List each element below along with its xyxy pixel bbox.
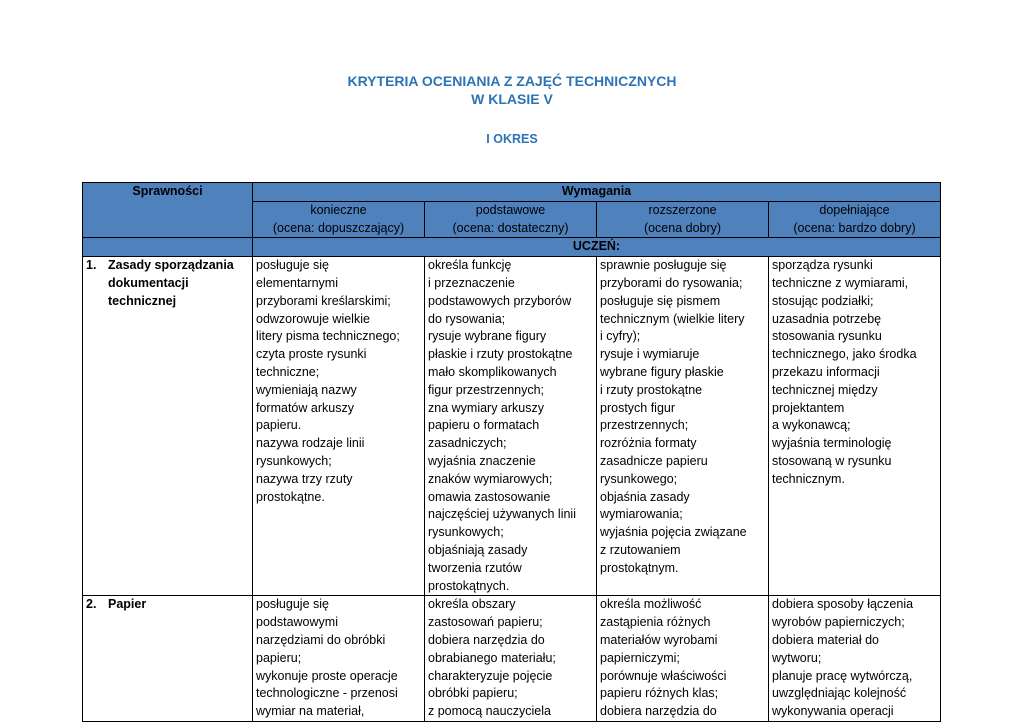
- criteria-line: elementarnymi: [256, 275, 338, 290]
- uczen-label: UCZEŃ:: [253, 238, 941, 257]
- header-row-uczen: [83, 238, 941, 257]
- criteria-line: wykonywania operacji: [772, 704, 894, 719]
- criteria-line: rysuje wybrane figury: [428, 329, 547, 344]
- criteria-line: dobiera materiał do: [772, 632, 880, 647]
- criteria-line: wyrobów papierniczych;: [772, 615, 905, 630]
- criteria-cell-rozszerzone: [597, 596, 769, 722]
- criteria-line: tworzenia rzutów: [428, 560, 522, 575]
- criteria-line: zasadniczych;: [428, 436, 507, 451]
- criteria-line: przestrzennych;: [600, 418, 689, 433]
- criteria-line: rysuje i wymiaruje: [600, 347, 700, 362]
- criteria-line: techniczne z wymiarami,: [772, 275, 909, 290]
- criteria-line: i rzuty prostokątne: [600, 382, 703, 397]
- criteria-line: przyborami do rysowania;: [600, 275, 743, 290]
- criteria-line: wybrane figury płaskie: [600, 364, 724, 379]
- level-name: rozszerzone: [648, 202, 717, 217]
- criteria-line: zna wymiary arkuszy: [428, 400, 544, 415]
- criteria-line: prostokątnym.: [600, 560, 679, 575]
- criteria-line: technicznym.: [772, 471, 845, 486]
- criteria-cell-podstawowe: [425, 257, 597, 596]
- criteria-line: rysunkowych;: [256, 453, 332, 468]
- criteria-line: papieru różnych klas;: [600, 686, 719, 701]
- criteria-line: zasadnicze papieru: [600, 453, 708, 468]
- level-name: konieczne: [310, 202, 367, 217]
- criteria-line: posługuje się: [256, 597, 329, 612]
- criteria-line: objaśniają zasady: [428, 542, 528, 557]
- level-name: podstawowe: [475, 202, 546, 217]
- criteria-line: wymieniają nazwy: [256, 382, 357, 397]
- criteria-line: papieru.: [256, 418, 302, 433]
- criteria-cell-dopelniajace: [769, 257, 941, 596]
- criteria-line: podstawowymi: [256, 615, 338, 630]
- criteria-line: techniczne;: [256, 364, 320, 379]
- criteria-line: obróbki papieru;: [428, 686, 518, 701]
- level-rozszerzone: [597, 201, 769, 238]
- criteria-line: wymiarowania;: [600, 507, 683, 522]
- level-grade: (ocena dobry): [643, 220, 722, 235]
- criteria-line: i przeznaczenie: [428, 275, 515, 290]
- criteria-line: czyta proste rysunki: [256, 347, 367, 362]
- level-dopelniajace: [769, 201, 941, 238]
- criteria-line: rysunkowego;: [600, 471, 678, 486]
- criteria-table: [82, 182, 941, 722]
- criteria-line: rysunkowych;: [428, 525, 504, 540]
- criteria-line: najczęściej używanych linii: [428, 507, 576, 522]
- criteria-line: figur przestrzennych;: [428, 382, 545, 397]
- criteria-line: wymiar na materiał,: [256, 704, 365, 719]
- criteria-line: dobiera narzędzia do: [600, 704, 717, 719]
- criteria-line: papieru;: [256, 650, 302, 665]
- criteria-line: i cyfry);: [600, 329, 641, 344]
- criteria-cell-konieczne: [253, 257, 425, 596]
- criteria-line: technicznego, jako środka: [772, 347, 917, 362]
- criteria-line: technicznej między: [772, 382, 878, 397]
- criteria-line: wyjaśnia pojęcia związane: [600, 525, 747, 540]
- criteria-line: stosowania rysunku: [772, 329, 882, 344]
- criteria-line: technicznym (wielkie litery: [600, 311, 745, 326]
- criteria-line: płaskie i rzuty prostokątne: [428, 347, 573, 362]
- table-row: [83, 257, 941, 596]
- uczen-blank: [83, 238, 253, 257]
- criteria-line: stosując podziałki;: [772, 293, 874, 308]
- criteria-line: litery pisma technicznego;: [256, 329, 400, 344]
- criteria-line: a wykonawcą;: [772, 418, 851, 433]
- criteria-line: projektantem: [772, 400, 845, 415]
- criteria-line: narzędziami do obróbki: [256, 632, 386, 647]
- criteria-line: posługuje się: [256, 258, 329, 273]
- criteria-line: technologiczne - przenosi: [256, 686, 398, 701]
- criteria-line: z pomocą nauczyciela: [428, 704, 551, 719]
- criteria-line: określa możliwość: [600, 597, 702, 612]
- criteria-line: sprawnie posługuje się: [600, 258, 727, 273]
- criteria-line: stosowaną w rysunku: [772, 453, 892, 468]
- criteria-line: prostokątne.: [256, 489, 325, 504]
- criteria-line: określa funkcję: [428, 258, 512, 273]
- criteria-line: przekazu informacji: [772, 364, 880, 379]
- category-cell: [83, 596, 253, 722]
- category-line: Papier: [108, 597, 147, 612]
- criteria-line: dobiera narzędzia do: [428, 632, 545, 647]
- criteria-line: prostokątnych.: [428, 578, 510, 593]
- criteria-line: planuje pracę wytwórczą,: [772, 668, 913, 683]
- category-line: Zasady sporządzania: [108, 258, 234, 273]
- criteria-line: porównuje właściwości: [600, 668, 727, 683]
- criteria-line: określa obszary: [428, 597, 516, 612]
- criteria-cell-rozszerzone: [597, 257, 769, 596]
- header-wymagania: Wymagania: [253, 183, 941, 202]
- criteria-line: posługuje się pismem: [600, 293, 721, 308]
- criteria-cell-konieczne: [253, 596, 425, 722]
- criteria-line: materiałów wyrobami: [600, 632, 718, 647]
- criteria-line: sporządza rysunki: [772, 258, 873, 273]
- level-grade: (ocena: dopuszczający): [272, 220, 405, 235]
- level-konieczne: [253, 201, 425, 238]
- criteria-line: objaśnia zasady: [600, 489, 690, 504]
- criteria-line: papierniczymi;: [600, 650, 680, 665]
- criteria-line: przyborami kreślarskimi;: [256, 293, 391, 308]
- header-sprawnosci: Sprawności: [83, 183, 253, 238]
- criteria-line: prostych figur: [600, 400, 676, 415]
- level-grade: (ocena: bardzo dobry): [793, 220, 916, 235]
- criteria-line: dobiera sposoby łączenia: [772, 597, 914, 612]
- criteria-line: podstawowych przyborów: [428, 293, 572, 308]
- criteria-line: zastąpienia różnych: [600, 615, 711, 630]
- title-line-2: W KLASIE V: [471, 91, 553, 107]
- header-row-1: [83, 183, 941, 202]
- criteria-line: wyjaśnia terminologię: [772, 436, 892, 451]
- title-line-1: KRYTERIA OCENIANIA Z ZAJĘĆ TECHNICZNYCH: [347, 73, 677, 89]
- row-number: 1.: [86, 258, 97, 273]
- level-grade: (ocena: dostateczny): [452, 220, 569, 235]
- period-label: I OKRES: [486, 132, 538, 146]
- criteria-line: papieru o formatach: [428, 418, 540, 433]
- document-title: [0, 72, 1024, 108]
- criteria-line: obrabianego materiału;: [428, 650, 556, 665]
- category-line: technicznej: [108, 293, 177, 308]
- level-podstawowe: [425, 201, 597, 238]
- criteria-cell-podstawowe: [425, 596, 597, 722]
- level-name: dopełniające: [819, 202, 890, 217]
- criteria-line: uwzględniając kolejność: [772, 686, 907, 701]
- criteria-line: omawia zastosowanie: [428, 489, 551, 504]
- criteria-cell-dopelniajace: [769, 596, 941, 722]
- criteria-line: zastosowań papieru;: [428, 615, 543, 630]
- criteria-line: odwzorowuje wielkie: [256, 311, 370, 326]
- table-row: [83, 596, 941, 722]
- criteria-line: do rysowania;: [428, 311, 506, 326]
- criteria-line: formatów arkuszy: [256, 400, 354, 415]
- criteria-line: uzasadnia potrzebę: [772, 311, 882, 326]
- category-cell: [83, 257, 253, 596]
- criteria-line: znaków wymiarowych;: [428, 471, 553, 486]
- criteria-line: nazywa trzy rzuty: [256, 471, 353, 486]
- criteria-line: wyjaśnia znaczenie: [428, 453, 536, 468]
- criteria-line: mało skomplikowanych: [428, 364, 557, 379]
- row-number: 2.: [86, 597, 97, 612]
- criteria-line: nazywa rodzaje linii: [256, 436, 365, 451]
- criteria-line: z rzutowaniem: [600, 542, 681, 557]
- criteria-line: wytworu;: [772, 650, 822, 665]
- criteria-line: charakteryzuje pojęcie: [428, 668, 553, 683]
- category-line: dokumentacji: [108, 275, 189, 290]
- criteria-line: wykonuje proste operacje: [256, 668, 398, 683]
- criteria-line: rozróżnia formaty: [600, 436, 697, 451]
